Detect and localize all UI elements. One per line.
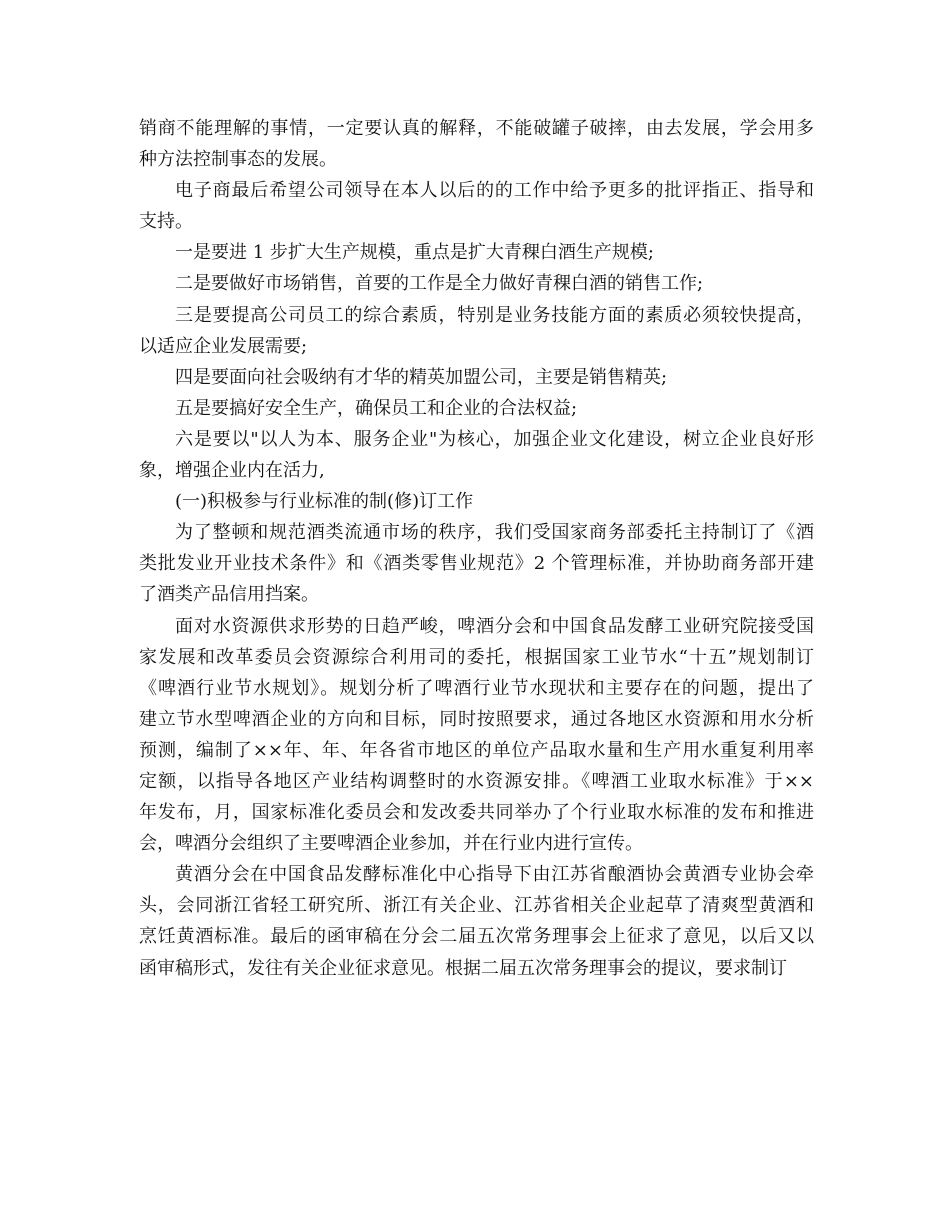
- text-line: 函审稿形式，发往有关企业征求意见。根据二届五次常务理事会的提议，要求制订: [139, 957, 787, 979]
- paragraph: [139, 859, 814, 983]
- paragraph: [139, 486, 814, 517]
- paragraph: [139, 268, 814, 299]
- text-line: 面对水资源供求形势的日趋严峻，啤酒分会和中国食品发酵工业研究院接受国: [175, 615, 814, 637]
- text-line: 《啤酒行业节水规划》。规划分析了啤酒行业节水现状和主要存在的问题，提出了: [139, 677, 814, 699]
- text-line: 年发布，月，国家标准化委员会和发改委共同举办了个行业取水标准的发布和推进: [139, 802, 814, 824]
- text-line: 四是要面向社会吸纳有才华的精英加盟公司，主要是销售精英;: [175, 366, 668, 388]
- paragraph: [139, 517, 814, 610]
- text-line: 烹饪黄酒标准。最后的函审稿在分会二届五次常务理事会上征求了意见，以后又以: [139, 926, 814, 948]
- text-line: 象，增强企业内在活力,: [139, 460, 325, 482]
- text-line: 六是要以"以人为本、服务企业"为核心，加强企业文化建设，树立企业良好形: [175, 428, 814, 450]
- paragraph: [139, 300, 814, 362]
- paragraph: [139, 362, 814, 393]
- text-line: 预测，编制了××年、年、年各省市地区的单位产品取水量和生产用水重复利用率: [139, 739, 814, 761]
- text-line: 会，啤酒分会组织了主要啤酒企业参加，并在行业内进行宣传。: [139, 833, 643, 855]
- text-line: 家发展和改革委员会资源综合利用司的委托，根据国家工业节水“十五”规划制订: [139, 646, 814, 668]
- text-line: 了酒类产品信用挡案。: [139, 584, 319, 606]
- text-line: 电子商最后希望公司领导在本人以后的的工作中给予更多的批评指正、指导和: [175, 180, 814, 202]
- paragraph: [139, 175, 814, 237]
- paragraph: [139, 113, 814, 175]
- paragraph: [139, 237, 814, 268]
- document-body: [139, 113, 814, 984]
- text-line: 二是要做好市场销售，首要的工作是全力做好青稞白酒的销售工作;: [175, 273, 704, 295]
- text-line: 种方法控制事态的发展。: [139, 149, 337, 171]
- paragraph: [139, 424, 814, 486]
- paragraph: [139, 393, 814, 424]
- text-line: (一)积极参与行业标准的制(修)订工作: [175, 491, 474, 513]
- text-line: 支持。: [139, 211, 193, 233]
- text-line: 为了整顿和规范酒类流通市场的秩序，我们受国家商务部委托主持制订了《酒: [175, 522, 814, 544]
- text-line: 一是要进 1 步扩大生产规模，重点是扩大青稞白酒生产规模;: [175, 242, 654, 264]
- text-line: 三是要提高公司员工的综合素质，特别是业务技能方面的素质必须较快提高，: [175, 304, 814, 326]
- text-line: 定额，以指导各地区产业结构调整时的水资源安排。《啤酒工业取水标准》于××: [139, 770, 814, 792]
- text-line: 建立节水型啤酒企业的方向和目标，同时按照要求，通过各地区水资源和用水分析: [139, 708, 814, 730]
- text-line: 黄酒分会在中国食品发酵标准化中心指导下由江苏省酿酒协会黄酒专业协会牵: [175, 864, 814, 886]
- paragraph: [139, 611, 814, 860]
- text-line: 以适应企业发展需要;: [139, 335, 308, 357]
- text-line: 销商不能理解的事情，一定要认真的解释，不能破罐子破摔，由去发展，学会用多: [139, 118, 814, 139]
- text-line: 五是要搞好安全生产，确保员工和企业的合法权益;: [175, 397, 578, 419]
- text-line: 类批发业开业技术条件》和《酒类零售业规范》2 个管理标准，并协助商务部开建: [139, 553, 814, 575]
- text-line: 头，会同浙江省轻工研究所、浙江有关企业、江苏省相关企业起草了清爽型黄酒和: [139, 895, 814, 917]
